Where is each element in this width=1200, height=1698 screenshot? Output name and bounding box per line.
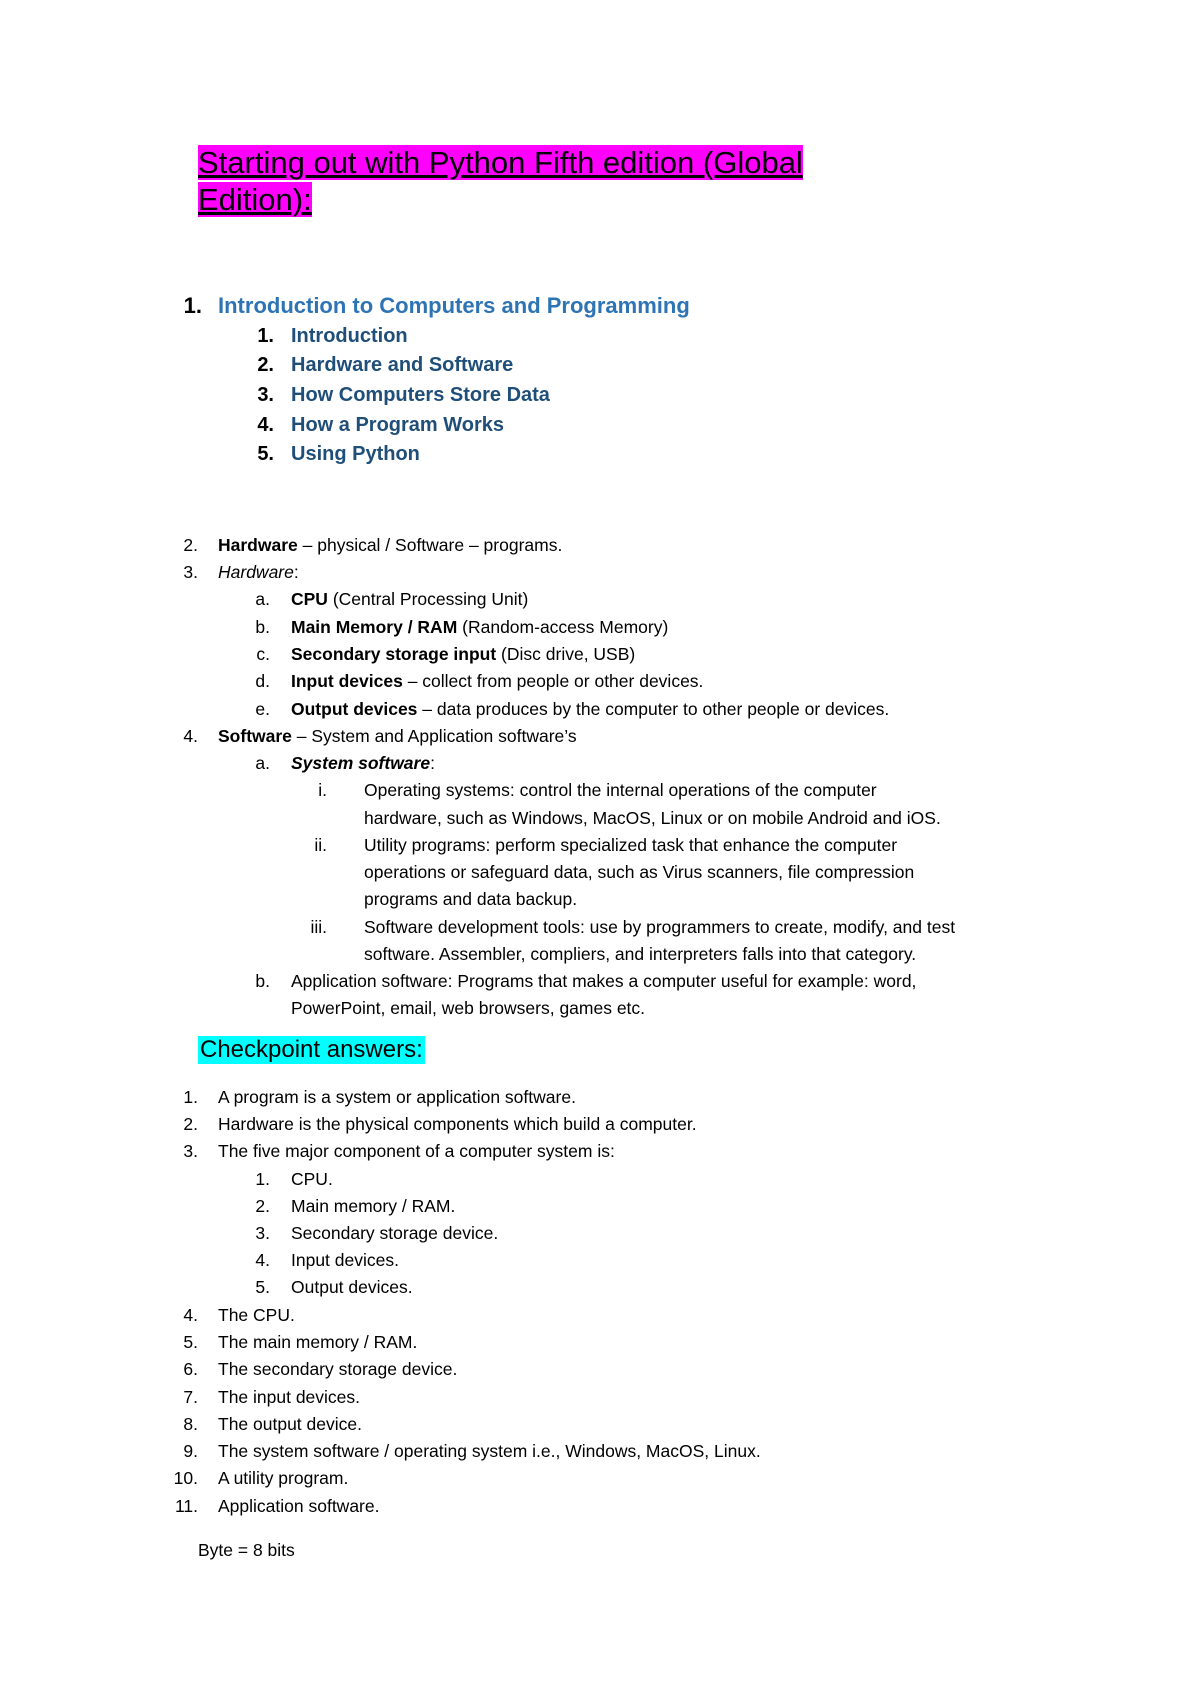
footer-note: Byte = 8 bits [198, 1540, 295, 1560]
title-line-1: Starting out with Python Fifth edition (Global [198, 145, 803, 180]
title-line-2: Edition): [198, 182, 312, 217]
section-label: Hardware and Software [291, 354, 514, 376]
section-label: Using Python [291, 443, 420, 465]
chapter-number: 1. [183, 293, 202, 318]
checkpoint-heading: Checkpoint answers: [200, 1036, 423, 1063]
document-title [198, 144, 958, 218]
chapter-title: Introduction to Computers and Programming [218, 293, 690, 318]
document-page: Starting out with Python Fifth edition (Global Edition): 1. Introduction to Computers and Programming 1. Introduction 2. Hardware and Software 3. How Computers Store Data 4. How a Program Works 5. Using Python 2. Hardware – physical / Software – programs. 3. Hardware: a. CPU (Central Processing Unit) b. Main Memory / RAM (Random-access Memory) c. Secondary storage input (Disc drive, USB) d. Input devices – collect from people or other devices. e. Output devices – data produces by the computer to other people or devices. 4. Software – System and Application software’s a. System software: i. Operating systems: control the internal operations of the computer hardware, such as Windows, MacOS, Linux or on mobile Android and iOS. ii. Utility programs: perform specialized task that enhance the computer operations or safeguard data, such as Virus scanners, file compression programs and data backup. iii. Software development tools: use by programmers to create, modify, and test software. Assembler, compliers, and interpreters falls into that category. b. Application software: Programs that makes a computer useful for example: word, PowerPoint, email, web browsers, games etc. Checkpoint answers: 1. A program is a system or application software. 2. Hardware is the physical components which build a computer. 3. The five major component of a computer system is: 1. CPU. 2. Main memory / RAM. 3. Secondary storage device. 4. Input devices. 5. Output devices. 4. The CPU. 5. The main memory / RAM. 6. The secondary storage device. 7. The input devices. 8. The output device. 9. The system software / operating system i.e., Windows, MacOS, Linux. 10. A utility program. 11. Application software. Byte = 8 bits [0, 0, 1200, 1698]
section-label: How a Program Works [291, 414, 505, 436]
section-label: Introduction [291, 325, 408, 347]
section-label: How Computers Store Data [291, 384, 550, 406]
